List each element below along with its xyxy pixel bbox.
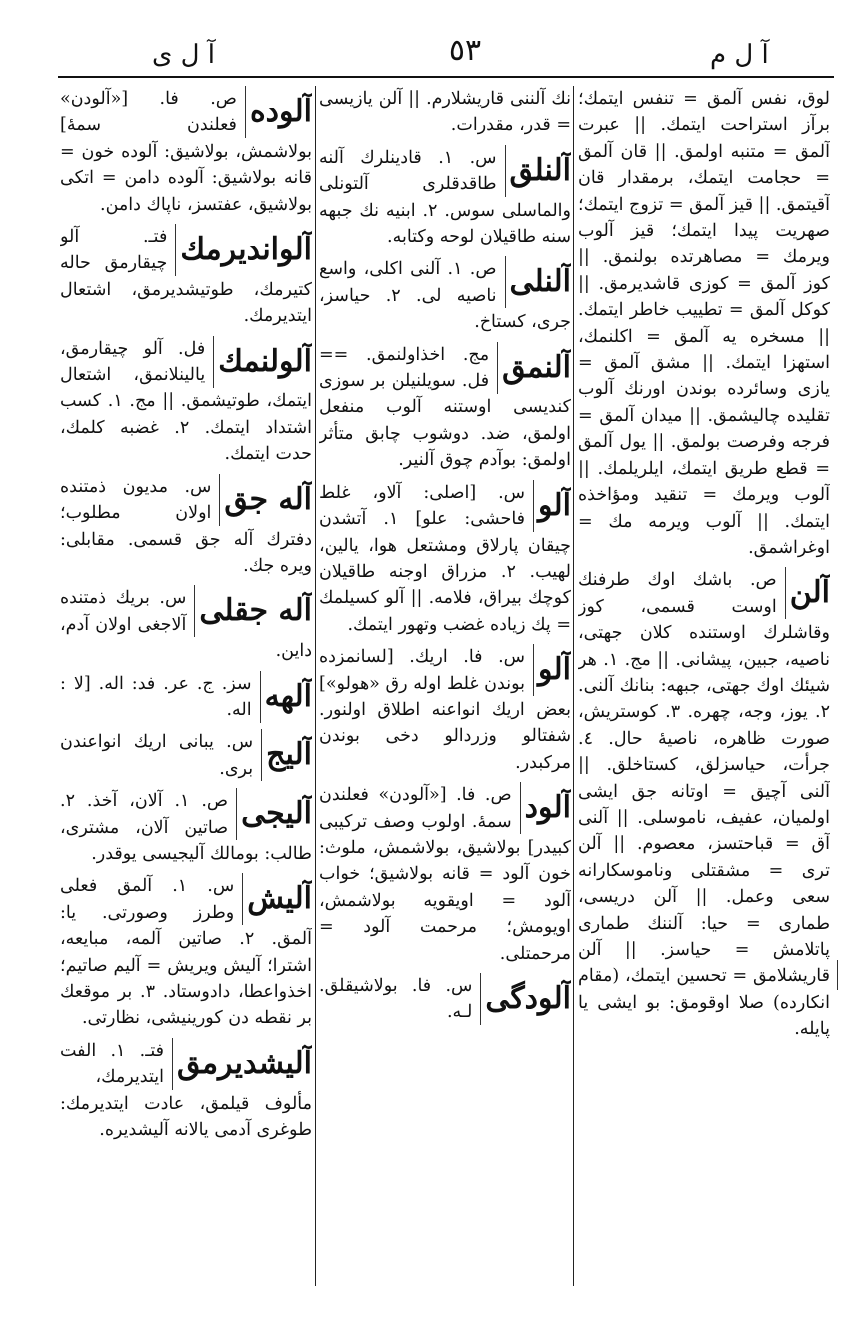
headword: آليشديرمق [172,1038,312,1090]
dictionary-entry [319,973,571,1026]
definition-text: ص. ١. آلنی اكلی، واسع ناصيه لی. ٢. حياسز، جری، كستاخ. [319,259,571,333]
dictionary-entry [319,342,571,474]
dictionary-entry [60,729,312,782]
headword: آلودگی [480,973,571,1025]
continuation-text [319,86,571,139]
definition-text: س. مديون ذمتنده اولان مطلوب؛ دفترك آله جق قسمی. مقابلی: ويره جك. [60,476,312,576]
margin-mark [837,960,838,990]
definition-text: فتـ. آلو چيقارمق حاله كتيرمك، طوتيشديرمق، اشتعال ايتديرمك. [60,227,312,327]
column-divider-right [573,86,574,1286]
headword: آلو [533,480,571,532]
definition-text: س. ١. آلمق فعلی وطرز وصورتی. يا: آلمق. ٢. صاتين آلمه، مبايعه، اشترا؛ آليش ويريش = آليم صاتيم؛ اخذواعطا، دادوستاد. ٣. بر موقعك بر نقطه دن كورينيشی، نظارتی. [60,876,312,1029]
definition-text: ص. باشك اوك طرفنك اوست قسمی، كوز وقاشلرك اوستنده كلان جهتی، ناصيه، جبين، پيشانی. || مج. ١. هر شيئك اوك جهتی، جبهه: بنانك آلنی. ٢. يوز، وجه، چهره. ٣. كوستريش، صورت ظاهره، ناصيهٔ حال. ٤. جرأت، حياسزلق، كستاخلق. || آلنی آچيق = اوتانه جق ايشی اولميان، عفيف، ناموسلی. || آلنی آق = قباحتسز، معصوم. || آلن تری = مشقتلی وناموسكارانه سعی وعمل. || آلن دريسی، طماری = حيا: آلننك طماری پاتلامش = حياسز. || آلن قاريشلامق = تحسين ايتمك، (مقام انكارده) صلا اوقومق: بو ايشی يا پايله. [578,570,830,1040]
dictionary-entry [319,782,571,967]
definition-text: ص. ١. آلان، آخذ. ٢. صاتين آلان، مشتری، طالب: بومالك آليجيسی يوقدر. [60,791,312,864]
definition-text: س. [اصلی: آلاو، غلط فاحشی: علو] ١. آتشدن چيقان پارلاق ومشتعل هوا، يالين، لهيب. ٢. مزراق اوجنه طاقيلان كوچك بيراق، فلامه. || آلو كسيلمك = پك زياده غضب وتهور ايتمك. [319,482,571,635]
column-center [319,86,571,1296]
dictionary-entry [60,224,312,330]
headword: آله جقلی [194,585,312,637]
dictionary-entry [60,474,312,580]
dictionary-entry [60,671,312,724]
header-right-guide-word: آ ل م [710,40,769,70]
definition-text: نك آلننی قاريشلارم. || آلن يازيسی = قدر، مقدرات. [319,89,571,136]
headword: آلنلق [505,145,571,197]
page-header [60,28,830,68]
headword: آليجی [236,788,312,840]
definition-text: ص. فا. [«آلودن» فعلندن سمهٔ] بولاشمش، بولاشيق: آلوده خون = قانه بولاشيق: آلوده دامن = اتكی بولاشيق، عفتسز، ناپاك دامن. [60,89,312,215]
dictionary-entry [60,1038,312,1144]
dictionary-entry [60,788,312,867]
definition-text: س. فا. اريك. [لسانمزده بوندن غلط اوله رق «هولو»] بعض اريك انواعنه اطلاق اولنور. شفتالو وزردالو دخی بوندن مركبدر. [319,647,571,773]
definition-text: لوق، نفس آلمق = تنفس ايتمك؛ برآز استراحت ايتمك. || عبرت آلمق = متنبه اولمق. || قان آلمق = حجامت ايتمك، برمقدار قان آقيتمق. || قيز آلمق = تزوج ايتمك؛ صهريت پيدا ايتمك؛ قيز آلوب ويرمك = مصاهرتده بولنمق. || كوز آلمق = كوزی قاشدیرمق. || كوكل آلمق = تطييب خاطر ايتمك. || مسخره يه آلمق = اكلنمك، استهزا ايتمك. || مشق آلمق = يازی وسائرده بوندن اورنك آلوب تقليده چاليشمق. || ميدان آلمق = فرجه وفرصت بولمق. || يول آلمق = قطع طريق ايتمك، ايلريلمك. || آلوب ويرمك = تنقيد ومؤاخذه ايتمك. || آلوب ويرمه مك = اوغراشمق. [578,89,830,558]
headword: آله جق [219,474,312,526]
header-rule [58,76,834,78]
definition-text: فل. آلو چيقارمق، يالينلانمق، اشتعال ايتمك، طوتيشمق. || مج. ١. كسب اشتداد ايتمك. ٢. غضبه كلمك، حدت ايتمك. [60,338,312,465]
dictionary-entry [578,567,830,1042]
column-left [60,86,312,1296]
definition-text: س. يبانی اريك انواعندن بری. [60,732,254,779]
headword: آلن [785,567,830,619]
definition-text: س. بريك ذمتنده آلاجغی اولان آدم، داين. [60,588,312,662]
definition-text: ص. فا. [«آلودن» فعلندن سمهٔ. اولوب وصف تركيبی كبيدر] بولاشيق، بولاشمش، ملوث: خون آلود = قانه بولاشيق؛ خواب آلود = اويقويه بولاشمش، اويومش؛ مرحمت آلود = مرحمتلی. [319,785,571,964]
headword: آلنلی [505,256,571,308]
headword: آلهه [260,671,312,723]
headword: آلود [520,782,571,834]
headword: آلوده [245,86,312,138]
headword: آليش [242,873,312,925]
dictionary-entry [319,644,571,776]
dictionary-entry [319,145,571,251]
definition-text: س. فا. بولاشيقلق. لـه. [319,976,473,1023]
dictionary-entry [60,585,312,664]
headword: آلنمق [497,342,571,394]
definition-text: سز. ج. عر. فد: اله. [لا : اله. [60,673,252,720]
column-right [578,86,830,1296]
dictionary-entry [60,873,312,1031]
dictionary-entry [60,336,312,468]
headword: آلو [533,644,571,696]
headword: آليج [261,729,312,781]
page-number: ٥٣ [448,33,482,68]
dictionary-entry [60,86,312,218]
header-left-guide-word: آ ل ی [152,40,215,70]
headword: آلواندیرمك [175,224,312,276]
dictionary-entry [319,480,571,638]
headword: آلولنمك [213,336,312,388]
continuation-text [578,86,830,561]
definition-text: س. ١. قادينلرك آلنه طاقدقلری آلتونلی والماسلی سوس. ٢. ابنيه نك جبهه سنه طاقيلان لوحه وكتابه. [319,147,571,248]
dictionary-entry [319,256,571,335]
definition-text: فتـ. ١. الفت ايتديرمك، مألوف قيلمق، عادت ايتديرمك: طوغری آدمی يالانه آليشديره. [60,1040,312,1141]
column-divider-left [315,86,316,1286]
definition-text: مج. اخذاولنمق. == فل. سويلنيلن بر سوزی كنديسی اوستنه آلوب منفعل اولمق، ضد. دوشوب چابق متأثر اولمق: بوآدم چوق آلنير. [319,344,571,471]
